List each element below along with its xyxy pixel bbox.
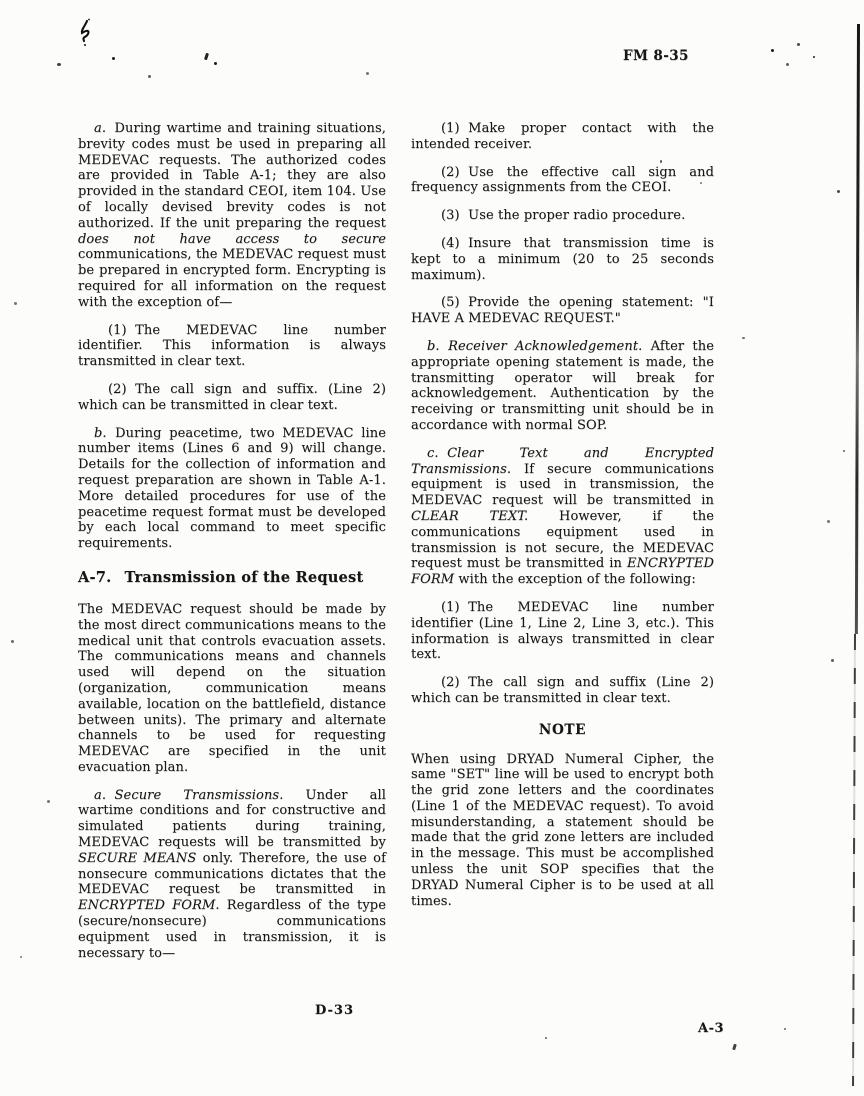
text-segment: The MEDEVAC line number identifier (Line 1, Line 2, Line 3, etc.). This information is always transmitted in clear text. <box>411 599 714 663</box>
text-segment: SECURE MEANS <box>78 850 197 866</box>
text-segment: The MEDEVAC request should be made by the most direct communications means to the medical unit that controls evacuation assets. The communications means and channels used will depend on the situation (organization, communication means available, location on the battlefield, distance between units). The primary and alternate channels to be used for requesting MEDEVAC are specified in the unit evacuation plan. <box>78 601 386 775</box>
text-segment: CLEAR TEXT. <box>411 508 529 524</box>
stray-tick-mark <box>204 53 209 61</box>
paragraph-b-receiver-acknowledgement <box>411 339 714 434</box>
speckle <box>837 190 840 193</box>
text-segment: However, if the communications equipment used in transmission is not secure, the MEDEVAC request must be transmitted in <box>411 508 714 572</box>
text-segment: Make proper contact with the intended receiver. <box>411 121 714 152</box>
note-heading: NOTE <box>538 721 587 738</box>
text-segment: Provide the opening statement: "I HAVE A MEDEVAC REQUEST." <box>411 295 714 327</box>
list-item-c1-line-number-identifier <box>411 600 714 663</box>
speckle <box>366 72 369 75</box>
text-segment: (5) <box>441 295 460 311</box>
text-segment: (1) <box>441 121 460 136</box>
speckle <box>660 160 662 163</box>
speckle <box>827 520 830 523</box>
speckle <box>20 956 22 958</box>
text-segment: Receiver Acknowledgement. <box>448 338 643 354</box>
text-segment: After the appropriate opening statement is made, the transmitting operator will break for acknowledgement. Authentication by the receiving or transmitting unit should be in accordance with normal SOP. <box>411 338 714 433</box>
text-segment: does not have access to secure <box>78 231 386 247</box>
paragraph-transmission-intro <box>78 602 386 776</box>
speckle <box>771 49 774 52</box>
text-segment: Secure Transmissions. <box>114 787 284 803</box>
page-number-d33: D-33 <box>315 1003 355 1018</box>
text-segment: with the exception of the following: <box>454 572 696 588</box>
text-segment: Use the effective call sign and frequency assignments from the CEOI. <box>411 164 714 196</box>
speckle <box>14 302 17 305</box>
text-segment: a. <box>94 787 107 803</box>
list-item-2-call-sign <box>78 382 386 414</box>
right-column <box>411 121 714 921</box>
left-column <box>78 121 386 973</box>
text-segment: (3) <box>441 208 460 224</box>
speckle <box>786 63 789 66</box>
speckle <box>11 640 14 643</box>
text-segment: When using DRYAD Numeral Cipher, the same "SET" line will be used to encrypt both the grid zone letters and the coordinates (Line 1 of the MEDEVAC request). To avoid misunderstanding, a statement should be made that the grid zone letters are included in the message. This must be accomplished unless the unit SOP specifies that the DRYAD Numeral Cipher is to be used at all times. <box>411 751 714 909</box>
text-segment: During wartime and training situations, brevity codes must be used in preparing all MEDEVAC requests. The authorized codes are provided in Table A-1; they are also provided in the standard CEOI, item 104. Use of locally devised brevity codes is not authorized. If the unit preparing the request <box>78 121 386 231</box>
text-segment: c. <box>427 445 439 461</box>
running-header: FM 8-35 <box>623 48 689 64</box>
list-item-c2-call-sign-suffix <box>411 675 714 707</box>
speckle <box>784 1028 786 1030</box>
text-segment: A-7. <box>78 568 112 586</box>
speckle <box>148 75 151 78</box>
speckle <box>214 62 217 65</box>
text-segment: During peacetime, two MEDEVAC line number items (Lines 6 and 9) will change. Details for the collection of information and request preparation are shown in Table A-1. More detailed procedures for use of the peacetime request format must be developed by each local command to meet specific requirements. <box>78 425 386 552</box>
text-segment: b. <box>94 425 107 441</box>
text-segment: b. <box>427 338 440 354</box>
text-segment: The MEDEVAC line number identifier. This information is always transmitted in clear text. <box>78 322 386 370</box>
text-segment: (2) <box>441 164 460 180</box>
list-item-3-radio-procedure <box>411 208 714 224</box>
speckle <box>112 57 115 60</box>
text-segment: Under all wartime conditions and for constructive and simulated patients during training, MEDEVAC requests will be transmitted by <box>78 787 387 851</box>
speckle <box>797 43 800 46</box>
stray-comma-mark <box>732 1044 737 1051</box>
scan-edge-line-dashed <box>852 634 856 1086</box>
scan-edge-line <box>855 24 860 634</box>
text-segment: Insure that transmission time is kept to a minimum (20 to 25 seconds maximum). <box>411 235 714 283</box>
list-item-1-make-contact <box>411 121 714 153</box>
speckle <box>700 182 702 184</box>
text-segment: (2) <box>108 381 127 397</box>
speckle <box>813 56 815 58</box>
page-number-a3: A-3 <box>698 1021 725 1036</box>
text-segment: Use the proper radio procedure. <box>468 208 686 224</box>
text-segment: a. <box>94 121 107 136</box>
text-segment: Transmission of the Request <box>124 568 364 586</box>
text-segment: (4) <box>441 235 460 251</box>
text-segment: only. Therefore, the use of nonsecure communications dictates that the MEDEVAC request be transmitted in <box>78 850 386 898</box>
text-segment: Clear Text and Encrypted Transmissions. <box>411 445 714 477</box>
paragraph-a-brevity-codes <box>78 121 386 311</box>
text-segment: Regardless of the type (secure/nonsecure) communications equipment used in transmission, it is necessary to— <box>78 898 387 961</box>
speckle <box>47 800 50 803</box>
note-paragraph-dryad-cipher <box>411 752 714 910</box>
speckle <box>742 337 745 339</box>
speckle <box>843 450 845 452</box>
text-segment: communications, the MEDEVAC request must be prepared in encrypted form. Encrypting is required for all information on the request with the exception of— <box>78 247 386 310</box>
text-segment: If secure communications equipment is used in transmission, the MEDEVAC request will be transmitted in <box>411 461 714 509</box>
section-heading-a7 <box>78 569 386 587</box>
text-segment: ENCRYPTED FORM. <box>78 898 220 914</box>
text-segment: The call sign and suffix (Line 2) which can be transmitted in clear text. <box>411 675 714 706</box>
text-segment: (1) <box>108 322 127 338</box>
list-item-1-line-number-identifier <box>78 323 386 370</box>
text-segment: The call sign and suffix. (Line 2) which can be transmitted in clear text. <box>78 381 386 413</box>
paragraph-a-secure-transmissions <box>78 788 386 962</box>
text-segment: (2) <box>441 675 460 691</box>
paragraph-b-peacetime <box>78 426 386 552</box>
paragraph-c-clear-text-encrypted <box>411 446 714 588</box>
list-item-2-call-sign-frequency <box>411 165 714 197</box>
speckle <box>57 63 61 66</box>
list-item-5-opening-statement <box>411 295 714 327</box>
speckle <box>545 1037 547 1039</box>
text-segment: ENCRYPTED FORM <box>411 556 714 588</box>
text-segment: (1) <box>441 599 460 615</box>
list-item-4-transmission-time <box>411 236 714 283</box>
ink-scribble-mark <box>73 18 99 48</box>
speckle <box>831 659 834 662</box>
